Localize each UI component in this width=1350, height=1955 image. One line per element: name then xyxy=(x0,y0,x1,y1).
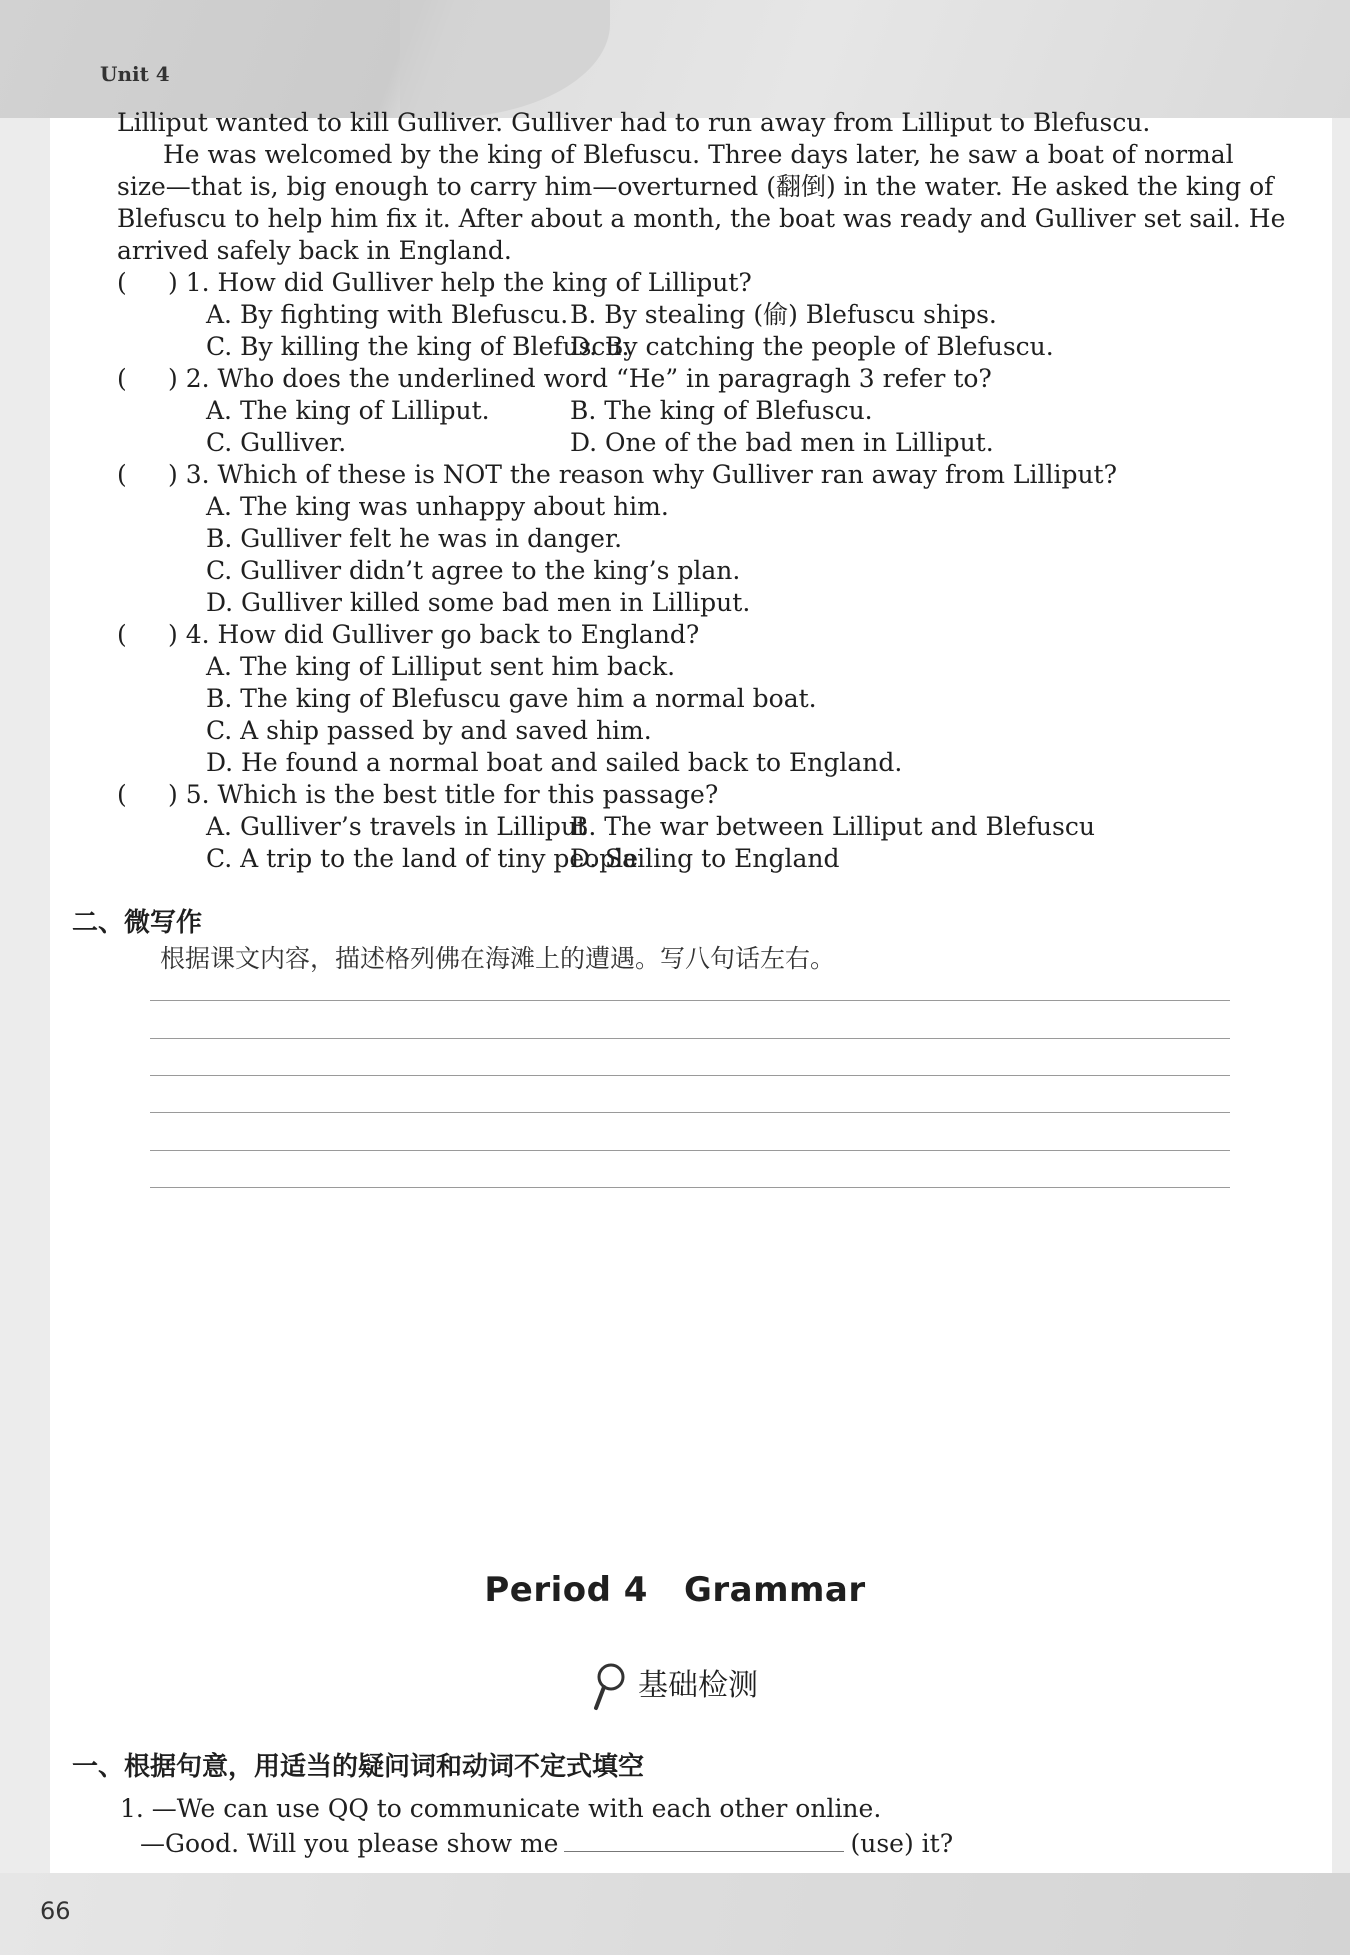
option: D. He found a normal boat and sailed back to England. xyxy=(206,748,903,777)
period-number: Period 4 xyxy=(484,1570,648,1610)
answer-blank[interactable] xyxy=(564,1825,844,1852)
question-stem: ) 5. Which is the best title for this passage? xyxy=(168,780,719,809)
question-stem: ) 3. Which of these is NOT the reason why Gulliver ran away from Lilliput? xyxy=(168,460,1118,489)
basics-check xyxy=(0,1660,1350,1712)
option: A. Gulliver’s travels in Lilliput xyxy=(206,812,587,841)
option: C. A ship passed by and saved him. xyxy=(206,716,652,745)
option: D. One of the bad men in Lilliput. xyxy=(570,428,994,457)
writing-heading: 二、微写作 xyxy=(72,908,203,938)
option: B. Gulliver felt he was in danger. xyxy=(206,524,623,553)
passage-line: Blefuscu to help him fix it. After about a month, the boat was ready and Gulliver set sail. He xyxy=(117,204,1286,233)
answer-paren[interactable]: ( xyxy=(117,460,127,489)
option: D. Sailing to England xyxy=(570,844,840,873)
writing-line[interactable] xyxy=(150,1000,1230,1001)
basics-label: 基础检测 xyxy=(638,1668,758,1703)
option: A. The king of Lilliput. xyxy=(206,396,490,425)
writing-instruction: 根据课文内容，描述格列佛在海滩上的遭遇。写八句话左右。 xyxy=(160,944,836,973)
passage-line: arrived safely back in England. xyxy=(117,236,512,265)
answer-paren[interactable]: ( xyxy=(117,268,127,297)
period-topic: Grammar xyxy=(683,1570,866,1610)
option: C. By killing the king of Blefuscu. xyxy=(206,332,630,361)
option: C. A trip to the land of tiny people xyxy=(206,844,639,873)
question-stem: ) 4. How did Gulliver go back to England? xyxy=(168,620,700,649)
option: B. By stealing (偷) Blefuscu ships. xyxy=(570,300,997,329)
answer-paren[interactable]: ( xyxy=(117,364,127,393)
question-stem: ) 1. How did Gulliver help the king of Lilliput? xyxy=(168,268,752,297)
grammar-prompt: —Good. Will you please show me xyxy=(140,1829,559,1858)
option: B. The king of Blefuscu gave him a normal boat. xyxy=(206,684,817,713)
page-number: 66 xyxy=(40,1897,71,1925)
writing-line[interactable] xyxy=(150,1075,1230,1076)
passage-line: size—that is, big enough to carry him—overturned (翻倒) in the water. He asked the king of xyxy=(117,172,1274,201)
unit-label: Unit 4 xyxy=(100,62,170,86)
writing-line[interactable] xyxy=(150,1112,1230,1113)
option: C. Gulliver. xyxy=(206,428,347,457)
answer-paren[interactable]: ( xyxy=(117,780,127,809)
option: A. The king was unhappy about him. xyxy=(206,492,669,521)
period-title xyxy=(0,1570,1350,1610)
option: A. By fighting with Blefuscu. xyxy=(206,300,569,329)
grammar-heading: 一、根据句意，用适当的疑问词和动词不定式填空 xyxy=(72,1752,645,1782)
passage-line: He was welcomed by the king of Blefuscu. Three days later, he saw a boat of normal xyxy=(163,140,1234,169)
option: B. The war between Lilliput and Blefuscu xyxy=(570,812,1095,841)
option: D. Gulliver killed some bad men in Lilliput. xyxy=(206,588,751,617)
option: A. The king of Lilliput sent him back. xyxy=(206,652,676,681)
grammar-item-line xyxy=(140,1825,953,1860)
grammar-item-line: 1. —We can use QQ to communicate with each other online. xyxy=(120,1794,882,1823)
option: D. By catching the people of Blefuscu. xyxy=(570,332,1054,361)
magnifier-icon xyxy=(592,1662,626,1712)
option: B. The king of Blefuscu. xyxy=(570,396,873,425)
writing-line[interactable] xyxy=(150,1038,1230,1039)
footer-band xyxy=(0,1873,1350,1955)
option: C. Gulliver didn’t agree to the king’s plan. xyxy=(206,556,741,585)
header-band xyxy=(0,0,1350,118)
grammar-prompt-end: (use) it? xyxy=(850,1829,954,1858)
writing-line[interactable] xyxy=(150,1187,1230,1188)
answer-paren[interactable]: ( xyxy=(117,620,127,649)
writing-line[interactable] xyxy=(150,1150,1230,1151)
question-stem: ) 2. Who does the underlined word “He” in paragragh 3 refer to? xyxy=(168,364,992,393)
passage-line: Lilliput wanted to kill Gulliver. Gulliver had to run away from Lilliput to Blefuscu. xyxy=(117,108,1151,137)
